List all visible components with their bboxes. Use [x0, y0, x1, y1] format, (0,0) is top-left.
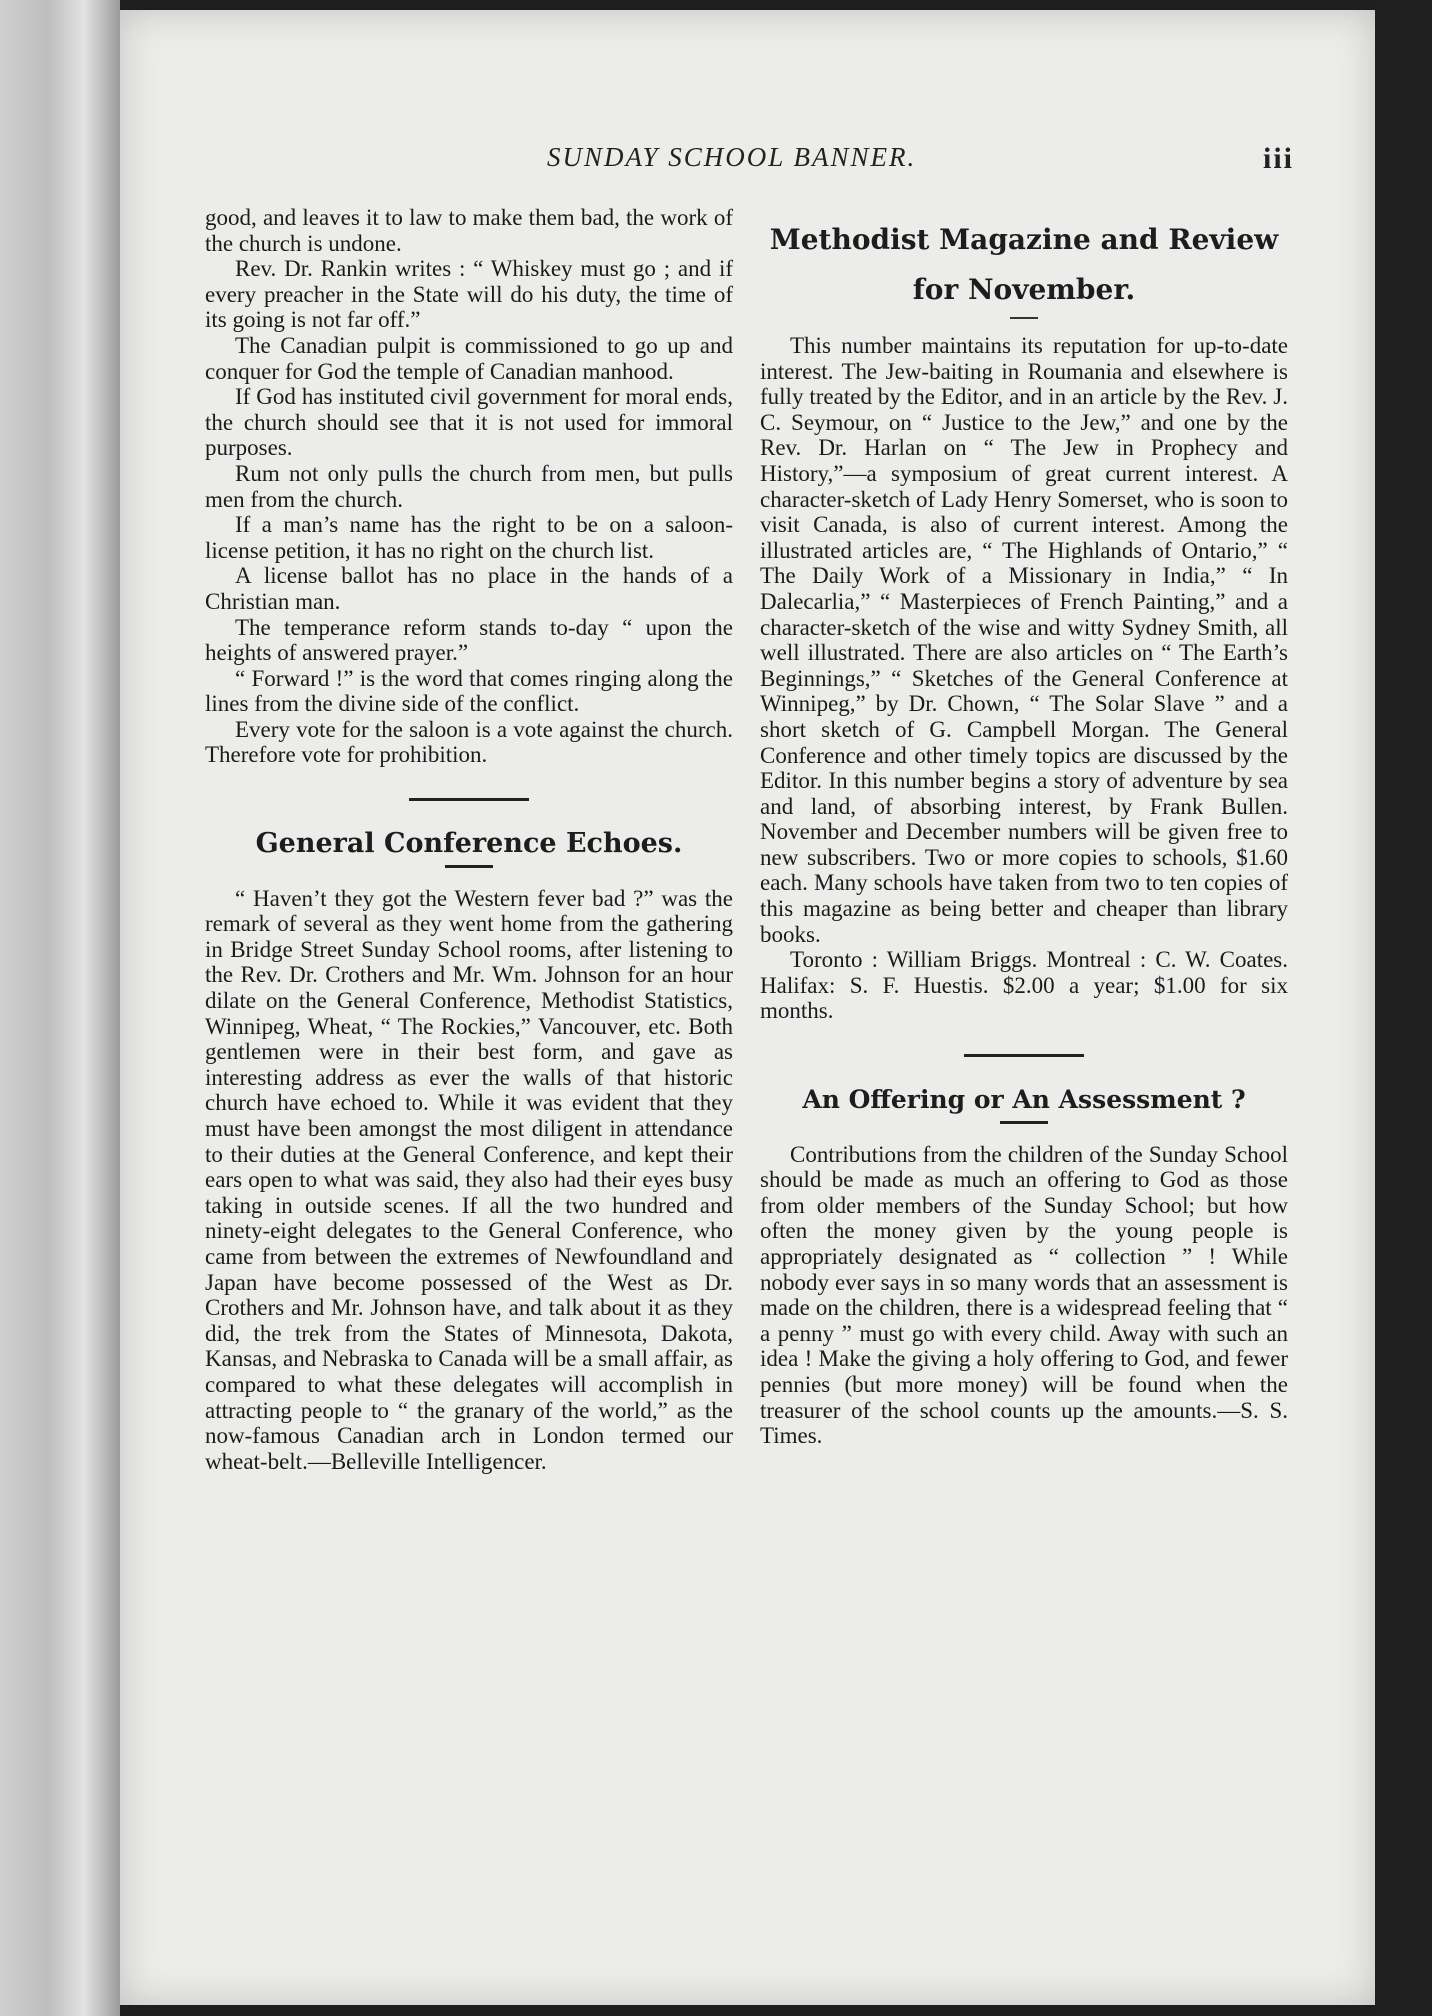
- section-divider: [409, 798, 529, 801]
- heading-ornament: [1010, 317, 1038, 319]
- right-column: [760, 215, 1288, 1449]
- section-divider: [964, 1054, 1084, 1057]
- article-body-general-conference: “ Haven’t they got the Western fever bad ?” was the remark of several as they went home from the gathering in Bridge Street Sunday School rooms, after listening to the Rev. Dr. Crothers and Mr. Wm. Johnson for an hour dilate on the General Conference, Methodist Statistics, Winnipeg, Wheat, “ The Rockies,” Vancouver, etc. Both gentlemen were in their best form, and gave as interesting address as ever the walls of that historic church have echoed to. While it was evident that they must have been amongst the most diligent in attendance to their duties at the General Conference, and kept their ears open to what was said, they also had their eyes busy taking in outside scenes. If all the two hundred and ninety-eight delegates to the General Conference, who came from between the extremes of Newfoundland and Japan have become possessed of the West as Dr. Crothers and Mr. Johnson have, and talk about it as they did, the trek from the States of Minnesota, Dakota, Kansas, and Nebraska to Canada will be a small affair, as compared to what these delegates will accomplish in attracting people to “ the granary of the world,” as the now-famous Canadian arch in London termed our wheat-belt.—Belleville Intelligencer.: [205, 885, 733, 1474]
- scan-border: [1375, 0, 1432, 2016]
- paragraph: Every vote for the saloon is a vote against the church. Therefore vote for prohibition.: [205, 716, 733, 768]
- paragraph: good, and leaves it to law to make them bad, the work of the church is undone.: [205, 205, 733, 256]
- article-heading-offering: An Offering or An Assessment ?: [802, 1085, 1246, 1115]
- heading-rule: [1000, 1121, 1048, 1124]
- paragraph: If God has instituted civil government for moral ends, the church should see that it is not used for immoral purposes.: [205, 384, 733, 461]
- article-body-methodist-magazine: This number maintains its reputation for up-to-date interest. The Jew-baiting in Roumania and elsewhere is fully treated by the Editor, and in an article by the Rev. J. C. Seymour, on “ Justice to the Jew,” and one by the Rev. Dr. Harlan on “ The Jew in Prophecy and History,”—a symposium of great current interest. A character-sketch of Lady Henry Somerset, who is soon to visit Canada, is also of current interest. Among the illustrated articles are, “ The Highlands of Ontario,” “ The Daily Work of a Missionary in India,” “ In Dalecarlia,” “ Masterpieces of French Painting,” and a character-sketch of the wise and witty Sydney Smith, all well illustrated. There are also articles on “ The Earth’s Beginnings,” “ Sketches of the General Conference at Winnipeg,” by Dr. Chown, “ The Solar Slave ” and a short sketch of G. Campbell Morgan. The General Conference and other timely topics are discussed by the Editor. In this number begins a story of adventure by sea and land, of absorbing interest, by Frank Bullen. November and December numbers will be given free to new subscribers. Two or more copies to schools, $1.60 each. Many schools have taken from two to ten copies of this magazine as being better and cheaper than library books.: [760, 333, 1288, 947]
- facing-page-edge: [0, 0, 120, 2016]
- publisher-imprint: Toronto : William Briggs. Montreal : C. W. Coates. Halifax: S. F. Huestis. $2.00 a year; $1.00 for six months.: [760, 947, 1288, 1024]
- paragraph: The temperance reform stands to-day “ upon the heights of answered prayer.”: [205, 614, 733, 666]
- article-heading-general-conference: General Conference Echoes.: [255, 828, 683, 860]
- article-body-offering: Contributions from the children of the Sunday School should be made as much an offering to God as those from older members of the Sunday School; but how often the money given by the young people is appropriately designated as “ collection ” ! While nobody ever says in so many words that an assessment is made on the children, there is a widespread feeling that “ a penny ” must go with every child. Away with such an idea ! Make the giving a holy offering to God, and fewer pennies (but more money) will be found when the treasurer of the school counts up the amounts.—S. S. Times.: [760, 1141, 1288, 1449]
- page-number: iii: [1263, 142, 1295, 175]
- article-heading-methodist-magazine: [760, 215, 1288, 315]
- heading-line: Methodist Magazine and Review: [769, 223, 1279, 256]
- running-head-title: SUNDAY SCHOOL BANNER.: [547, 142, 917, 172]
- paragraph: If a man’s name has the right to be on a saloon-license petition, it has no right on the church list.: [205, 512, 733, 563]
- heading-line: for November.: [912, 273, 1136, 306]
- paragraph: “ Forward !” is the word that comes ringing along the lines from the divine side of the conflict.: [205, 665, 733, 717]
- paragraph: A license ballot has no place in the hands of a Christian man.: [205, 563, 733, 614]
- paragraph: The Canadian pulpit is commissioned to go up and conquer for God the temple of Canadian manhood.: [205, 332, 733, 384]
- left-column: [205, 205, 733, 1474]
- paragraph: Rum not only pulls the church from men, but pulls men from the church.: [205, 460, 733, 512]
- heading-rule: [445, 865, 493, 868]
- paragraph: Rev. Dr. Rankin writes : “ Whiskey must go ; and if every preacher in the State will do his duty, the time of its going is not far off.”: [205, 256, 733, 333]
